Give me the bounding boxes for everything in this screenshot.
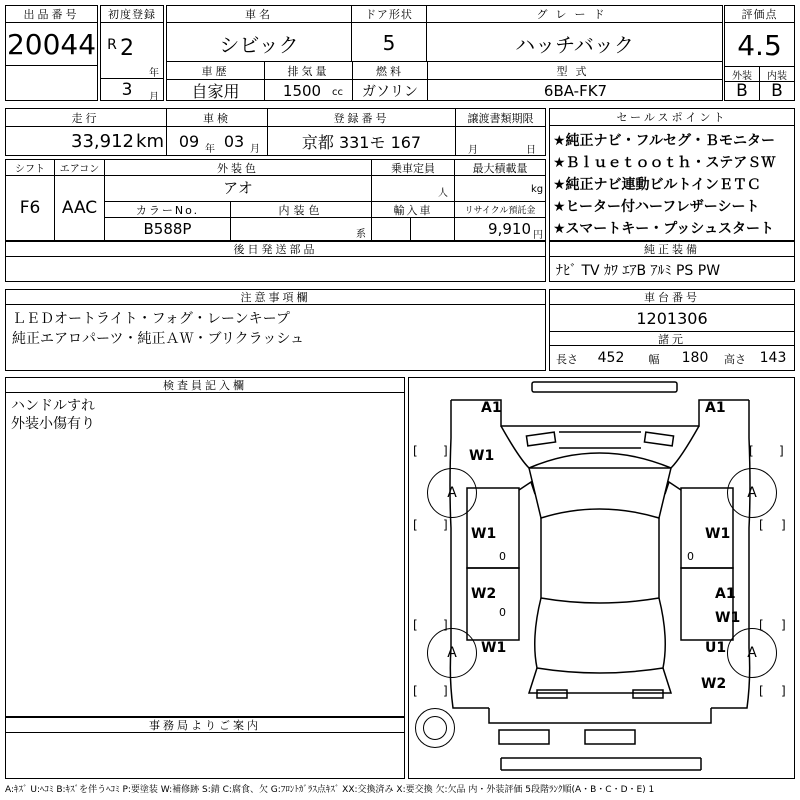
first-reg-month: 3 <box>121 80 133 100</box>
mileage-row <box>5 108 546 156</box>
color-grid <box>5 159 546 241</box>
bracket-left-1-close: ] <box>443 444 448 458</box>
inspector-label: 検査員記入欄 <box>6 378 404 393</box>
notes-line-1: ＬＥＤオートライト・フォグ・レーンキープ <box>12 311 290 327</box>
chassis-value: 1201306 <box>636 308 708 328</box>
office-label: 事務局よりご案内 <box>6 718 404 733</box>
mark-w2-left: W2 <box>471 586 497 602</box>
first-reg-box <box>100 5 164 101</box>
mark-a1-front-left: A1 <box>481 400 502 416</box>
score-label: 評価点 <box>725 6 794 23</box>
first-reg-era: R <box>107 37 117 53</box>
wheel-fl-mark: A <box>447 485 457 501</box>
transfer-deadline-day-unit: 日 <box>526 145 536 156</box>
spare-wheel-inner <box>423 716 447 740</box>
mark-a1-front-right: A1 <box>705 400 726 416</box>
sales-points-box <box>549 108 795 241</box>
car-name-label: 車名 <box>167 6 351 23</box>
registration-value: 京都 331モ 167 <box>301 132 422 152</box>
wheel-rear-left <box>427 628 477 678</box>
bracket-right-3-close: ] <box>781 618 786 632</box>
recycle-label: リサイクル預託金 <box>464 206 536 216</box>
sales-point-3: ★純正ナビ連動ビルトインＥＴＣ <box>553 177 761 193</box>
wheel-rr-mark: A <box>747 645 757 661</box>
mark-zero-left-2: 0 <box>499 606 506 619</box>
first-reg-year: 2 <box>120 35 134 61</box>
inspection-year-unit: 年 <box>205 144 215 155</box>
bracket-right-3: [ <box>759 618 764 632</box>
bracket-right-1: [ <box>749 444 754 458</box>
first-reg-year-unit: 年 <box>149 68 159 79</box>
bracket-left-2-close: ] <box>443 518 448 532</box>
mark-zero-left-1: 0 <box>499 550 506 563</box>
wheel-front-left <box>427 468 477 518</box>
score-box <box>724 5 795 101</box>
interior-color-label: 内装色 <box>278 203 324 217</box>
car-outline-svg <box>409 378 794 778</box>
inspection-label: 車検 <box>203 111 231 125</box>
bracket-left-4: [ <box>413 684 418 698</box>
chassis-label: 車台番号 <box>550 290 794 305</box>
lot-number: 20044 <box>6 27 97 61</box>
capacity-label: 乗車定員 <box>391 161 435 175</box>
bracket-right-1-close: ] <box>779 444 784 458</box>
doors-box <box>351 5 427 62</box>
registration-label: 登録番号 <box>333 111 390 125</box>
office-box <box>5 717 405 779</box>
equipment-label: 純正装備 <box>550 242 794 257</box>
int-score-value: B <box>771 81 783 101</box>
bracket-right-4: [ <box>759 684 764 698</box>
legend: A:ｷｽﾞ U:ﾍｺﾐ B:ｷｽﾞを伴うﾍｺﾐ P:要塗装 W:補修跡 S:錆 C:腐食、欠 G:ﾌﾛﾝﾄｶﾞﾗｽ点ｷｽﾞ XX:交換済み X:要交換 欠:欠品 内・外装評価 5段階ﾗﾝｸ順(A・B・C・D・E) 1 <box>5 784 655 795</box>
bracket-left-2: [ <box>413 518 418 532</box>
recycle-unit: 円 <box>533 230 543 241</box>
width-label: 幅 <box>648 353 660 366</box>
lot-label: 出品番号 <box>6 6 97 23</box>
history-value: 自家用 <box>191 82 240 101</box>
max-load-label: 最大積載量 <box>472 161 528 175</box>
mark-w1-front-left: W1 <box>469 448 495 464</box>
mileage-value: 33,912 <box>71 130 134 152</box>
color-no-label: カラーNo. <box>135 203 200 217</box>
specs-label: 諸元 <box>550 331 794 346</box>
grade-value: ハッチバック <box>515 32 634 57</box>
capacity-unit: 人 <box>438 188 448 199</box>
mark-w1-right-rear: W1 <box>715 610 741 626</box>
inspector-line-1: ハンドルすれ <box>11 397 95 414</box>
model-code-value: 6BA-FK7 <box>543 81 608 100</box>
height-value: 143 <box>759 350 787 366</box>
sales-points-label: セールスポイント <box>550 109 794 126</box>
wheel-rear-right <box>727 628 777 678</box>
bracket-left-1: [ <box>413 444 418 458</box>
wheel-rl-mark: A <box>447 645 457 661</box>
sales-point-1: ★純正ナビ・フルセグ・Ｂモニター <box>553 133 775 149</box>
score-value: 4.5 <box>737 28 782 62</box>
mark-a1-right-rear: A1 <box>715 586 736 602</box>
notes-box <box>5 289 546 371</box>
exterior-color-value: アオ <box>223 178 253 197</box>
shift-label: シフト <box>15 164 45 175</box>
sales-point-2: ★Ｂｌｕｅｔｏｏｔｈ・ステアＳＷ <box>553 155 776 171</box>
equipment-box <box>549 241 795 282</box>
model-code-label: 型式 <box>556 64 595 78</box>
bracket-left-3: [ <box>413 618 418 632</box>
ext-score-value: B <box>736 81 748 101</box>
mileage-unit: km <box>136 130 164 152</box>
wheel-fr-mark: A <box>747 485 757 501</box>
first-reg-month-unit: 月 <box>149 92 159 103</box>
later-parts-label: 後日発送部品 <box>6 242 545 257</box>
shift-value: F6 <box>19 198 41 218</box>
import-label: 輸入車 <box>393 203 433 217</box>
color-no-value: B588P <box>143 220 192 238</box>
car-name-box <box>166 5 352 62</box>
equipment-value: ﾅﾋﾞ TV ｶﾜ ｴｱB ｱﾙﾐ PS PW <box>556 262 721 279</box>
fuel-label: 燃料 <box>376 64 404 78</box>
mark-w1-left-door: W1 <box>471 526 497 542</box>
later-parts-box <box>5 241 546 282</box>
width-value: 180 <box>681 350 709 366</box>
fuel-value: ガソリン <box>362 83 418 100</box>
displacement-label: 排気量 <box>287 64 330 78</box>
length-label: 長さ <box>556 353 578 366</box>
height-label: 高さ <box>724 353 746 366</box>
mark-w2-right-bottom: W2 <box>701 676 727 692</box>
aircon-label: エアコン <box>59 164 100 175</box>
first-reg-label: 初度登録 <box>101 6 163 23</box>
mark-zero-right-1: 0 <box>687 550 694 563</box>
bracket-right-2-close: ] <box>781 518 786 532</box>
max-load-unit: kg <box>531 184 544 195</box>
inspection-month-unit: 月 <box>250 144 260 155</box>
lot-box <box>5 5 98 101</box>
notes-label: 注意事項欄 <box>6 290 545 305</box>
interior-color-unit: 系 <box>356 229 366 240</box>
length-value: 452 <box>597 350 625 366</box>
mileage-label: 走行 <box>71 111 100 125</box>
transfer-deadline-month-unit: 月 <box>468 145 478 156</box>
grade-label: グレード <box>427 6 722 23</box>
mark-w1-right-door: W1 <box>705 526 731 542</box>
sales-point-5: ★スマートキー・プッシュスタート <box>553 221 775 237</box>
bracket-right-2: [ <box>759 518 764 532</box>
notes-line-2: 純正エアロパーツ・純正ＡＷ・ブリクラッシュ <box>12 331 305 347</box>
inspection-year: 09 <box>178 131 200 151</box>
transfer-deadline-label: 譲渡書類期限 <box>467 111 534 125</box>
doors-label: ドア形状 <box>352 6 426 23</box>
aircon-value: AAC <box>61 198 98 218</box>
inspector-box <box>5 377 405 717</box>
bracket-left-3-close: ] <box>443 618 448 632</box>
displacement-unit: cc <box>332 87 343 98</box>
grade-box <box>426 5 723 62</box>
exterior-color-label: 外装色 <box>217 161 259 175</box>
recycle-value: 9,910 <box>488 220 531 238</box>
ext-score-label: 外装 <box>732 70 752 82</box>
chassis-box <box>549 289 795 371</box>
displacement-value: 1500 <box>282 81 322 100</box>
mark-u1-right: U1 <box>705 640 727 656</box>
inspection-month: 03 <box>223 131 245 151</box>
wheel-front-right <box>727 468 777 518</box>
sales-point-4: ★ヒーター付ハーフレザーシート <box>553 199 760 215</box>
doors-value: 5 <box>382 31 396 55</box>
bracket-right-4-close: ] <box>781 684 786 698</box>
car-name-value: シビック <box>219 32 299 57</box>
mark-w1-left-rear: W1 <box>481 640 507 656</box>
history-label: 車歴 <box>201 64 230 78</box>
int-score-label: 内装 <box>767 70 787 82</box>
car-diagram <box>408 377 795 779</box>
bracket-left-4-close: ] <box>443 684 448 698</box>
vehicle-info-row <box>166 61 723 101</box>
inspector-line-2: 外装小傷有り <box>11 415 95 432</box>
